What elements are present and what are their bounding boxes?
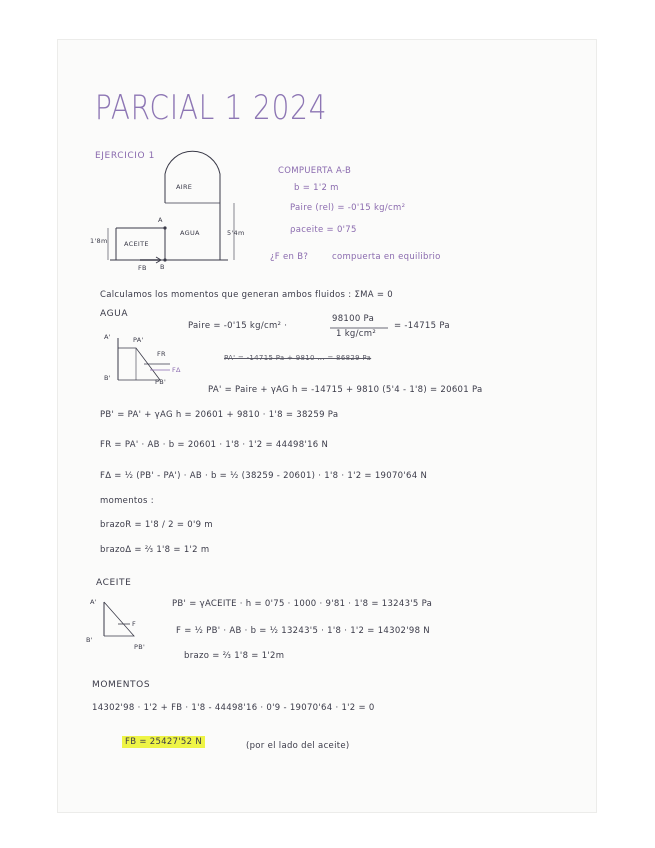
aceite-f-eq: F = ½ PB' · AB · b = ½ 13243'5 · 1'8 · 1'2 = 14302'98 N <box>176 626 430 636</box>
givens-heading: COMPUERTA A-B <box>278 166 352 176</box>
agua-pressure-diagram <box>100 330 190 390</box>
agua-b: B' <box>104 374 111 382</box>
aceite-pressure-diagram <box>94 596 154 646</box>
agua-pb: PB' <box>155 378 167 386</box>
paire-result: = -14715 Pa <box>394 321 450 331</box>
dim-right: 5'4m <box>227 229 245 237</box>
aceite-f: F <box>132 620 137 628</box>
result-value: FB = 25427'52 N <box>122 736 205 748</box>
struck-line: PA' = -14715 Pa + 9810 ... = 86829 Pa <box>224 354 372 362</box>
agua-fa: FΔ <box>172 366 181 374</box>
page-title: PARCIAL 1 2024 <box>95 88 328 128</box>
given-question-note: compuerta en equilibrio <box>332 252 441 262</box>
brazo-a: brazoΔ = ⅔ 1'8 = 1'2 m <box>100 545 210 555</box>
aceite-pb: PB' <box>134 643 146 651</box>
agua-fr: FR <box>157 350 166 358</box>
agua-label: AGUA <box>100 309 129 319</box>
fr-equation: FR = PA' · AB · b = 20601 · 1'8 · 1'2 = 44498'16 N <box>100 440 329 450</box>
aceite-pb-eq: PB' = γACEITE · h = 0'75 · 1000 · 9'81 · 1'8 = 13243'5 Pa <box>172 599 433 609</box>
agua-a: A' <box>104 333 111 341</box>
result-note: (por el lado del aceite) <box>246 741 350 751</box>
moment-equation: 14302'98 · 1'2 + FB · 1'8 - 44498'16 · 0'9 - 19070'64 · 1'2 = 0 <box>92 703 375 713</box>
given-b: b = 1'2 m <box>294 183 339 193</box>
label-aire: AIRE <box>176 183 193 191</box>
fa-equation: FΔ = ½ (PB' - PA') · AB · b = ½ (38259 - 20601) · 1'8 · 1'2 = 19070'64 N <box>100 471 428 481</box>
label-aceite: ACEITE <box>124 240 149 248</box>
aceite-brazo: brazo = ⅔ 1'8 = 1'2m <box>184 651 285 661</box>
momentos-label: momentos : <box>100 496 154 506</box>
pa-prime: PA' = Paire + γAG h = -14715 + 9810 (5'4 - 1'8) = 20601 Pa <box>208 385 483 395</box>
label-agua: AGUA <box>180 229 200 237</box>
given-paire: Paire (rel) = -0'15 kg/cm² <box>290 203 406 213</box>
paire-lhs: Paire = -0'15 kg/cm² · <box>188 321 288 331</box>
brazo-r: brazoR = 1'8 / 2 = 0'9 m <box>100 520 213 530</box>
force-fb-label: FB <box>138 264 147 272</box>
dim-left: 1'8m <box>90 237 108 245</box>
momentos-final-label: MOMENTOS <box>92 680 151 690</box>
given-paceite: ρaceite = 0'75 <box>290 225 357 235</box>
aceite-label: ACEITE <box>96 578 132 588</box>
intro-line: Calculamos los momentos que generan ambos fluidos : ΣMA = 0 <box>100 290 393 300</box>
exercise-heading: EJERCICIO 1 <box>95 151 155 161</box>
aceite-a: A' <box>90 598 97 606</box>
pb-prime: PB' = PA' + γAG h = 20601 + 9810 · 1'8 = 38259 Pa <box>100 410 339 420</box>
agua-pa: PA' <box>133 336 144 344</box>
point-a: A <box>158 216 163 224</box>
paire-num: 98100 Pa <box>332 314 375 324</box>
point-b: B <box>160 263 165 271</box>
paire-den: 1 kg/cm² <box>336 329 377 339</box>
aceite-b: B' <box>86 636 93 644</box>
given-question: ¿F en B? <box>270 252 309 262</box>
